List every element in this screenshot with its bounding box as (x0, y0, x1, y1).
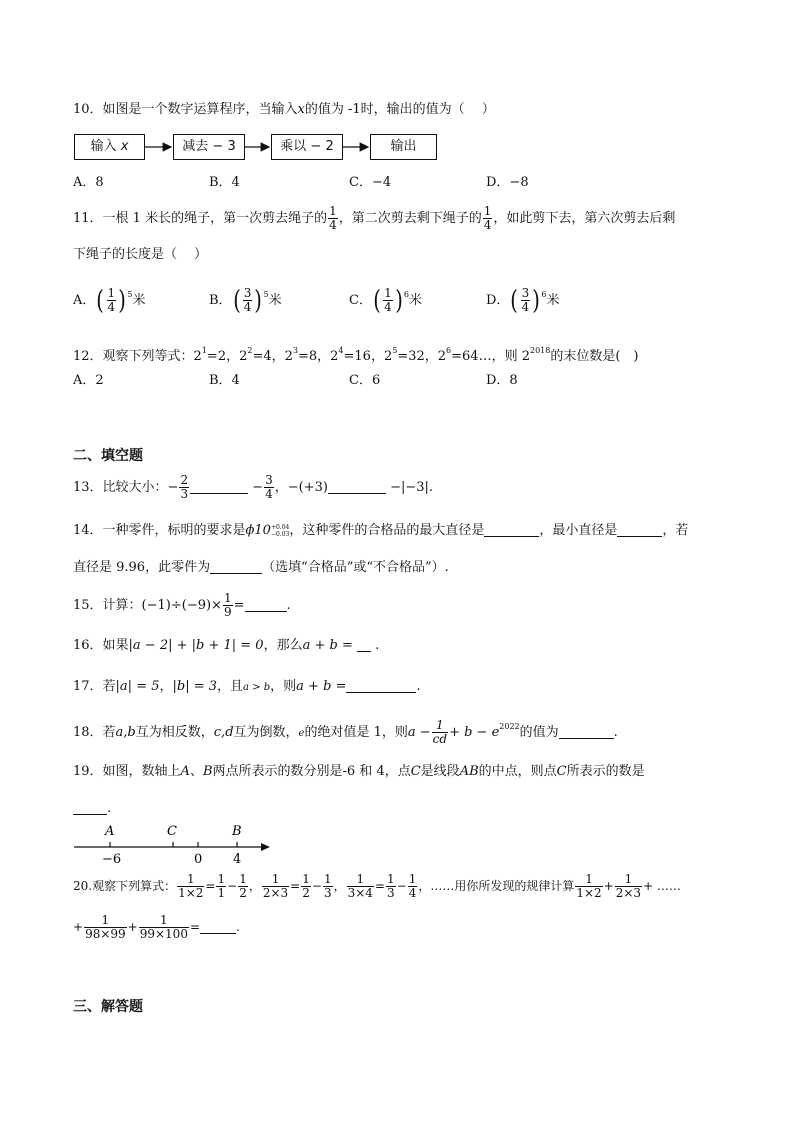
q20-line2: + $\frac{1}{98\times 99}$ + $\frac{1}{99\times 100}$ = . (73, 913, 240, 941)
q18: 18．若a,b互为相反数，c,d互为倒数，e的绝对值是 1，则a − $\frac{1}{cd}$ + $b - e^{2022}$的值为 . (73, 718, 618, 746)
q20-line1: 20.观察下列算式： $\frac{1}{1\times 2}$ = $\frac{1}{1}$ − $\frac{1}{2}$ ， $\frac{1}{2\times 3}$ = $\frac{1}{2}$ − $\frac{1}{3}$ ， $\frac{1}{3\times 4}$ = $\frac{1}{3}$ − $\frac{1}{4}$ ，……用你所发现的规律计算 $\frac{1}{1\times 2}$ + $\frac{1}{2\times 3}$ + …… (73, 872, 681, 900)
answer-blank[interactable] (190, 479, 248, 494)
flow-box-output: 输出 (370, 134, 437, 160)
section-heading-fill-in: 二、填空题 (73, 448, 143, 464)
q12-option-c[interactable]: C．6 (349, 373, 381, 388)
fraction-quarter: $\frac{1}{4}$ (329, 204, 337, 232)
q11-option-b[interactable]: B．( $\frac{3}{4}$ )$^5$米 (209, 285, 282, 316)
q19-line1: 19．如图，数轴上A、B两点所表示的数分别是-6 和 4，点C是线段AB的中点，则点C所表示的数是 (73, 764, 645, 779)
flow-arrows (0, 0, 794, 200)
q19-line2: . (73, 800, 111, 818)
answer-blank[interactable] (200, 919, 236, 934)
answer-blank[interactable] (484, 522, 539, 537)
answer-blank[interactable] (617, 522, 662, 537)
answer-blank[interactable] (346, 678, 416, 693)
value-a: −6 (102, 852, 122, 867)
q12-option-a[interactable]: A．2 (73, 373, 104, 388)
q11-line2: 下绳子的长度是（ ） (73, 247, 208, 262)
flow-box-input: 输入 x (74, 134, 145, 160)
q11-option-d[interactable]: D．( $\frac{3}{4}$ )$^6$米 (486, 285, 560, 316)
answer-blank[interactable] (559, 724, 614, 739)
q14-line2: 直径是 9.96，此零件为 （选填“合格品”或“不合格品”）. (73, 560, 449, 575)
value-zero: 0 (194, 852, 203, 867)
flow-box-multiply: 乘以 − 2 (271, 134, 343, 160)
label-b: B (232, 824, 242, 839)
q10-option-d[interactable]: D．−8 (486, 175, 529, 190)
q12-option-d[interactable]: D．8 (486, 373, 518, 388)
q16: 16．如果|a − 2| + |b + 1| = 0，那么a + b = . (73, 638, 380, 653)
answer-blank[interactable] (210, 559, 262, 574)
answer-blank[interactable] (73, 800, 107, 815)
answer-blank[interactable] (328, 479, 386, 494)
q11-option-a[interactable]: A．( $\frac{1}{4}$ )$^5$米 (73, 285, 146, 316)
value-b: 4 (233, 852, 242, 867)
q12-option-b[interactable]: B．4 (209, 373, 240, 388)
label-c: C (167, 824, 177, 839)
fraction-quarter: $\frac{1}{4}$ (483, 204, 492, 232)
answer-blank[interactable] (245, 597, 287, 612)
q11-line1: 11．一根 1 米长的绳子，第一次剪去绳子的 $\frac{1}{4}$ ，第二次剪去剩下绳子的 $\frac{1}{4}$ ，如此剪下去，第六次剪去后剩 (73, 204, 676, 232)
q13: 13．比较大小：− $\frac{2}{3}$ − $\frac{3}{4}$ ，−(+3) −|−3|. (73, 473, 434, 501)
section-heading-answer: 三、解答题 (73, 999, 143, 1015)
q17: 17．若|a| = 5，|b| = 3，且a > b，则a + b = . (73, 679, 421, 694)
q11-option-c[interactable]: C．( $\frac{1}{4}$ )$^6$米 (349, 285, 423, 316)
number-line-arrowhead (261, 843, 270, 851)
flow-box-subtract: 减去 − 3 (173, 134, 245, 160)
q10-option-a[interactable]: A．8 (73, 175, 104, 190)
answer-blank[interactable] (357, 637, 371, 652)
number-line (70, 818, 280, 870)
q14-line1: 14．一种零件，标明的要求是ϕ10 +0.04 −0.03 ，这种零件的合格品的最大直径是 ，最小直径是 ，若 (73, 523, 689, 538)
q15: 15．计算：(−1)÷(−9)× $\frac{1}{9}$ = . (73, 591, 291, 619)
q10-stem: 10．如图是一个数字运算程序，当输入x的值为 -1时，输出的值为（ ） (73, 102, 495, 117)
q10-option-c[interactable]: C．−4 (349, 175, 392, 190)
q10-option-b[interactable]: B．4 (209, 175, 240, 190)
q12-stem: 12．观察下列等式：$2^1=2$，$2^2=4$，$2^3=8$，$2^4=16$，$2^5=32$，$2^6=64\dots$，则 $2^{2018}$的末位数是( ) (73, 346, 639, 364)
label-a: A (105, 824, 115, 839)
